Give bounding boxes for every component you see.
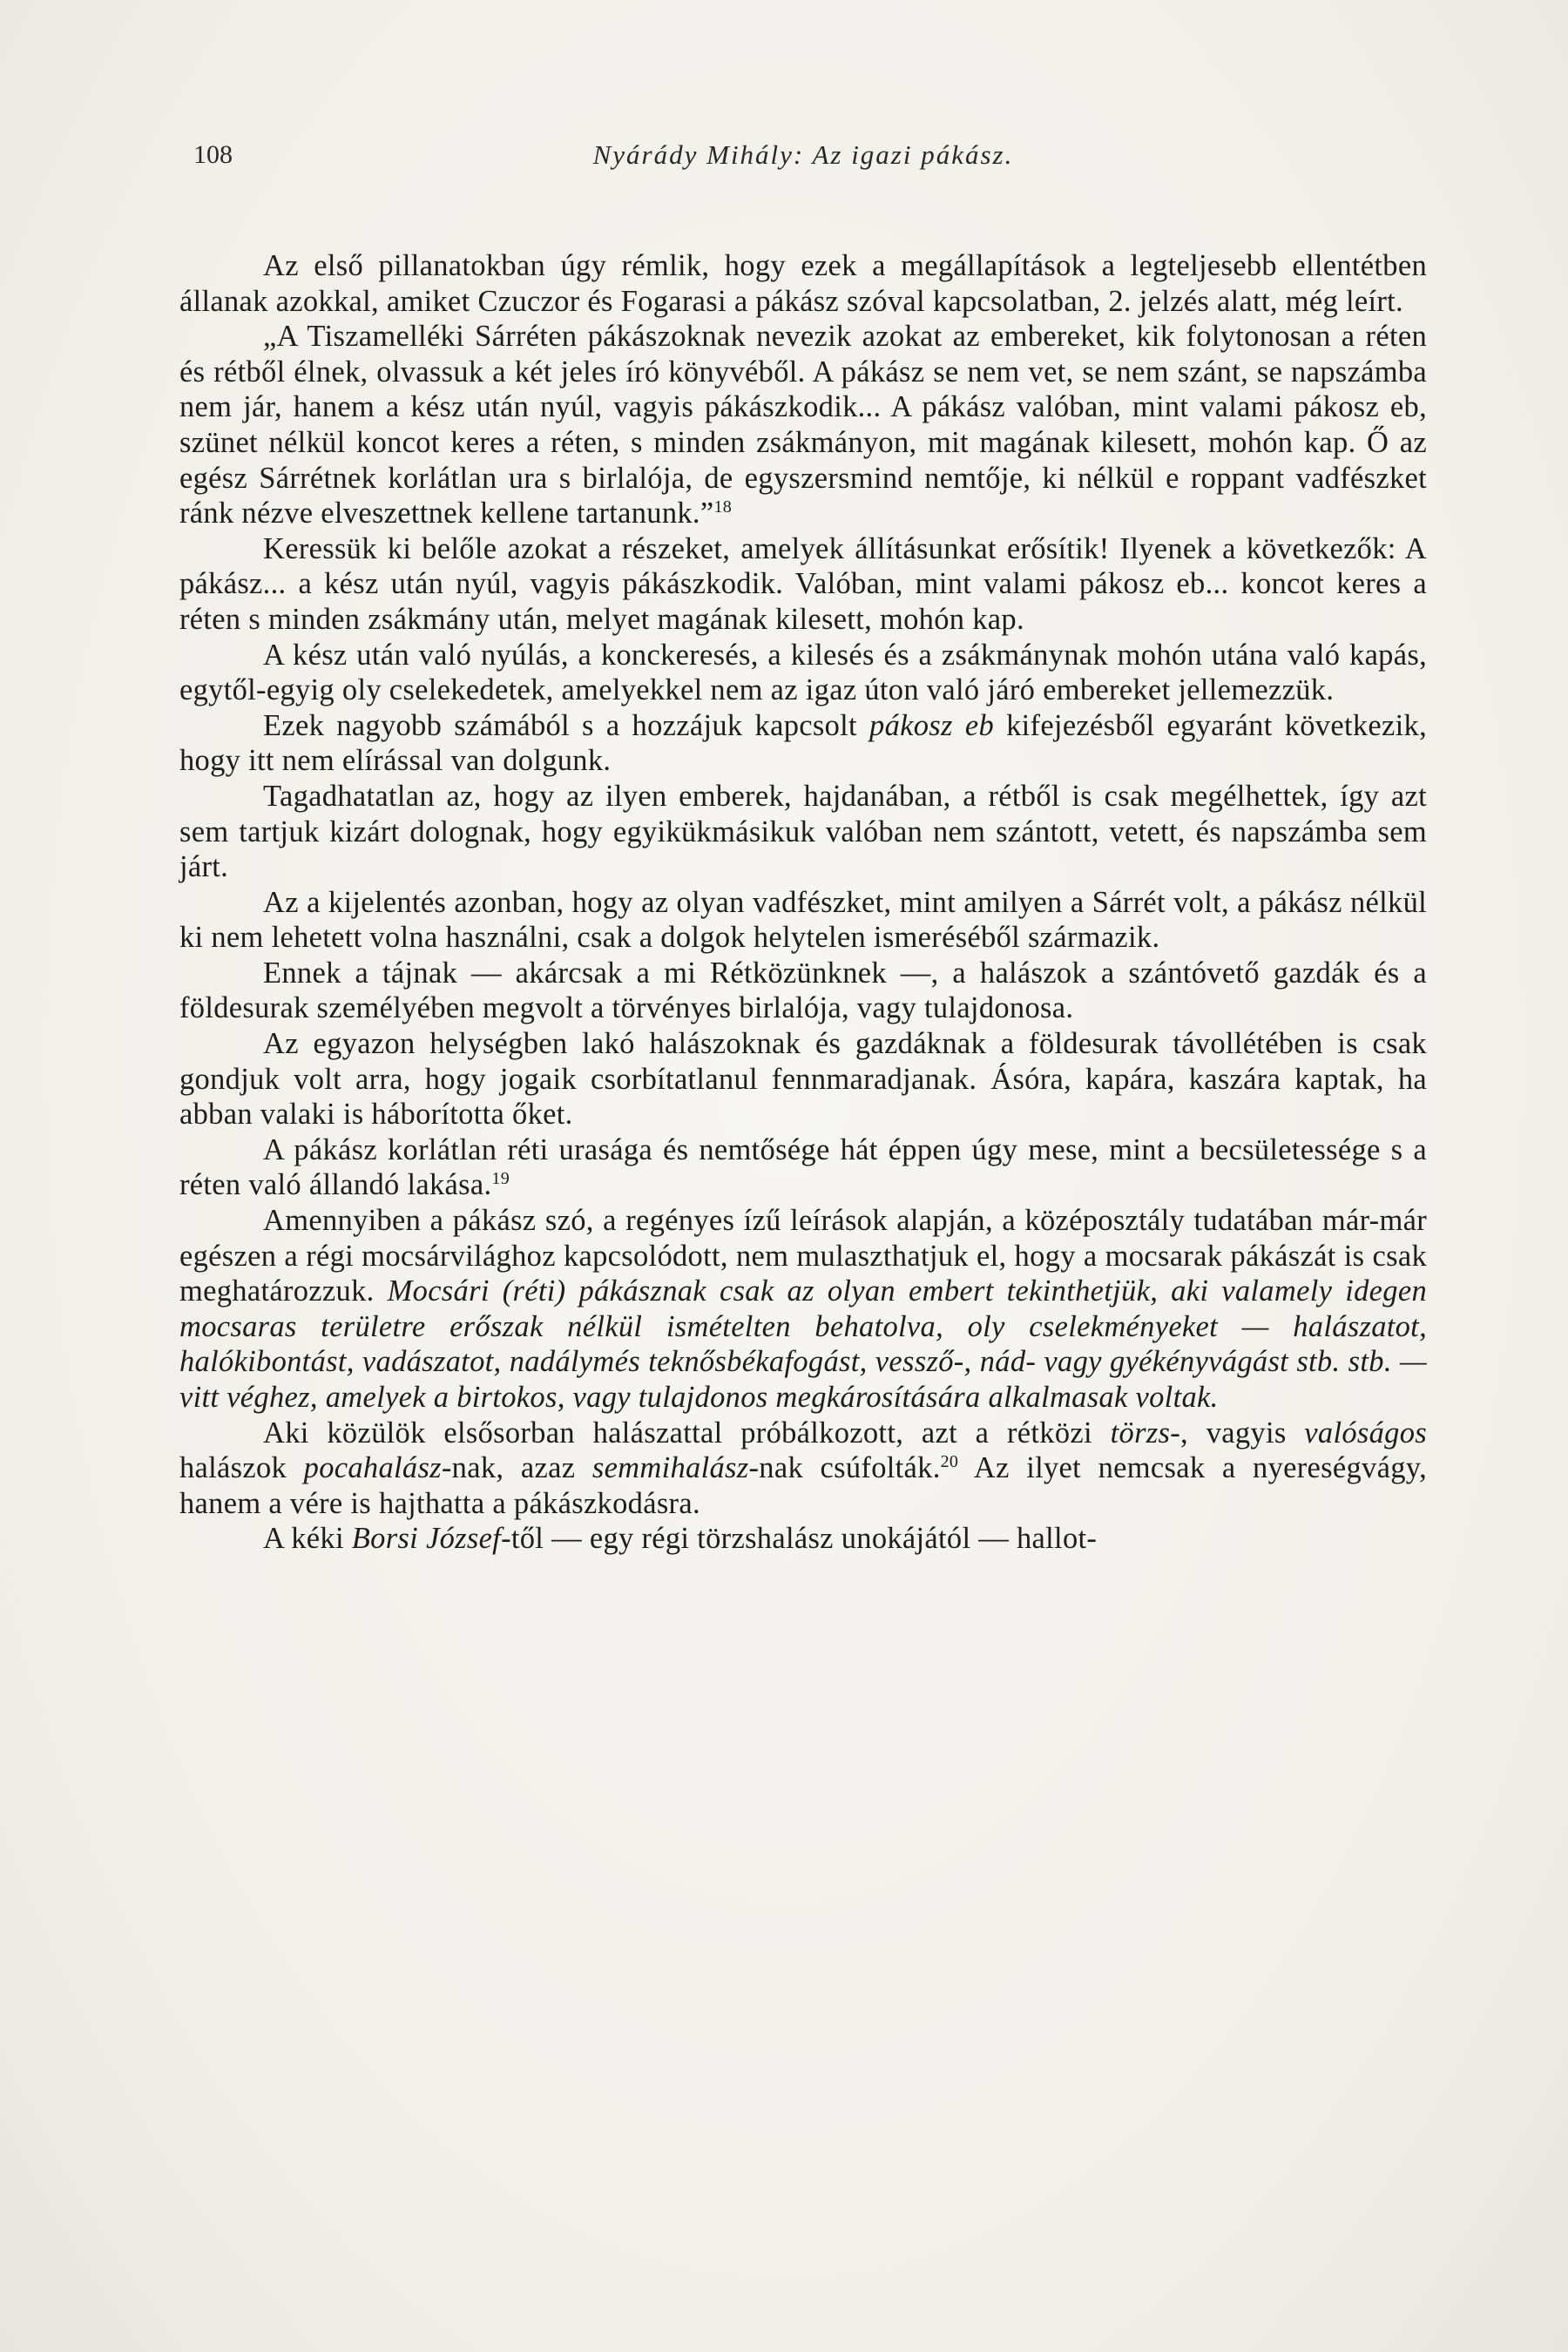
footnote-ref: 18: [713, 497, 733, 517]
paragraph: „A Tiszamelléki Sárréten pákászoknak nevezik azokat az embereket, kik folytonosan a réten és rétből élnek, olvassuk a két jeles író könyvéből. A pákász se nem vet, se nem szánt, se napszámba nem jár, hanem a kész után nyúl, vagyis pákászkodik... A pákász valóban, mint valami pákosz eb, szünet nélkül koncot keres a réten, s minden zsákmányon, mit magának kilesett, mohón kap. Ő az egész Sárrétnek korlátlan ura s birlalója, de egyszersmind nemtője, ki nélkül e roppant vadfészket ránk nézve elveszettnek kellene tartanunk.”$^{18}$: [179, 320, 1427, 531]
paragraph: Keressük ki belőle azokat a részeket, amelyek állításunkat erősítik! Ilyenek a következők: A pákász... a kész után nyúl, vagyis pákászkodik. Valóban, mint valami pákosz eb... koncot keres a réten s minden zsákmány után, melyet magának kilesett, mohón kap.: [179, 531, 1427, 636]
body-text: [179, 248, 1427, 1557]
paragraph: Az első pillanatokban úgy rémlik, hogy ezek a megállapítások a legteljesebb ellentétben állanak azokkal, amiket Czuczor és Fogarasi a pákász szóval kapcsolatban, 2. jelzés alatt, még leírt.: [179, 249, 1427, 318]
italic-term: törzs-: [1110, 1416, 1181, 1450]
paragraph: A kéki Borsi József-től — egy régi törzshalász unokájától — hallot-: [263, 1522, 1098, 1556]
page-number: 108: [193, 140, 233, 169]
italic-definition: Mocsári (réti) pákásznak csak az olyan embert tekinthetjük, aki valamely idegen mocsaras területre erőszak nélkül ismételten behatolva, oly cselekményeket — halászatot, halókibontást, vadászatot, nadálymés teknősbékafogást, vessző-, nád- vagy gyékényvágást stb. stb. — vitt véghez, amelyek a birtokos, vagy tulajdonos megkárosítására alkalmasak voltak.: [179, 1274, 1427, 1414]
paragraph: Az a kijelentés azonban, hogy az olyan vadfészket, mint amilyen a Sárrét volt, a pákász nélkül ki nem lehetett volna használni, csak a dolgok helytelen ismeréséből származik.: [179, 885, 1427, 955]
paragraph: Ezek nagyobb számából s a hozzájuk kapcsolt pákosz eb kifejezésből egyaránt következik, hogy itt nem elírással van dolgunk.: [179, 708, 1427, 778]
paragraph: Aki közülök elsősorban halászattal próbálkozott, azt a rétközi törzs-, vagyis valóságos halászok pocahalász-nak, azaz semmihalász-nak csúfolták.$^{20}$ Az ilyet nemcsak a nyereségvágy, hanem a vére is hajthatta a pákászkodásra.: [179, 1416, 1428, 1520]
paragraph: Amennyiben a pákász szó, a regényes ízű leírások alapján, a középosztály tudatában már-már egészen a régi mocsárvilághoz kapcsolódott, nem mulaszthatjuk el, hogy a mocsarak pákászát is csak meghatározzuk. Mocsári (réti) pákásznak csak az olyan embert tekinthetjük, aki valamely idegen mocsaras területre erőszak nélkül ismételten behatolva, oly cselekményeket — halászatot, halókibontást, vadászatot, nadálymés teknősbékafogást, vessző-, nád- vagy gyékényvágást stb. stb. — vitt véghez, amelyek a birtokos, vagy tulajdonos megkárosítására alkalmasak voltak.: [179, 1204, 1427, 1414]
paragraph: A kész után való nyúlás, a konckeresés, a kilesés és a zsákmánynak mohón utána való kapás, egytől-egyig oly cselekedetek, amelyekkel nem az igaz úton való járó embereket jellemezzük.: [179, 638, 1427, 707]
paragraph: Ennek a tájnak — akárcsak a mi Rétközünknek —, a halászok a szántóvető gazdák és a földesurak személyében megvolt a törvényes birlalója, vagy tulajdonosa.: [179, 956, 1427, 1025]
footnote-ref: 19: [491, 1169, 510, 1189]
italic-term: semmihalász: [591, 1451, 749, 1485]
italic-name: Borsi József: [351, 1522, 502, 1556]
italic-term: valóságos: [1304, 1416, 1427, 1450]
footnote-ref: 20: [940, 1452, 959, 1472]
running-head: Nyárády Mihály: Az igazi pákász.: [592, 139, 1014, 170]
paragraph: Az egyazon helységben lakó halászoknak és gazdáknak a földesurak távollétében is csak gondjuk volt arra, hogy jogaik csorbítatlanul fennmaradjanak. Ásóra, kapára, kaszára kaptak, ha abban valaki is háborította őket.: [179, 1027, 1427, 1132]
italic-term: pocahalász: [303, 1451, 442, 1485]
paragraph: Tagadhatatlan az, hogy az ilyen emberek, hajdanában, a rétből is csak megélhettek, így azt sem tartjuk kizárt dolognak, hogy egyikükmásikuk valóban nem szántott, vetett, és napszámba sem járt.: [179, 779, 1427, 884]
paragraph: A pákász korlátlan réti urasága és nemtősége hát éppen úgy mese, mint a becsületessége s a réten való állandó lakása.$^{19}$: [179, 1132, 1427, 1202]
italic-term: pákosz eb: [869, 708, 994, 742]
page-header: [179, 139, 1427, 174]
